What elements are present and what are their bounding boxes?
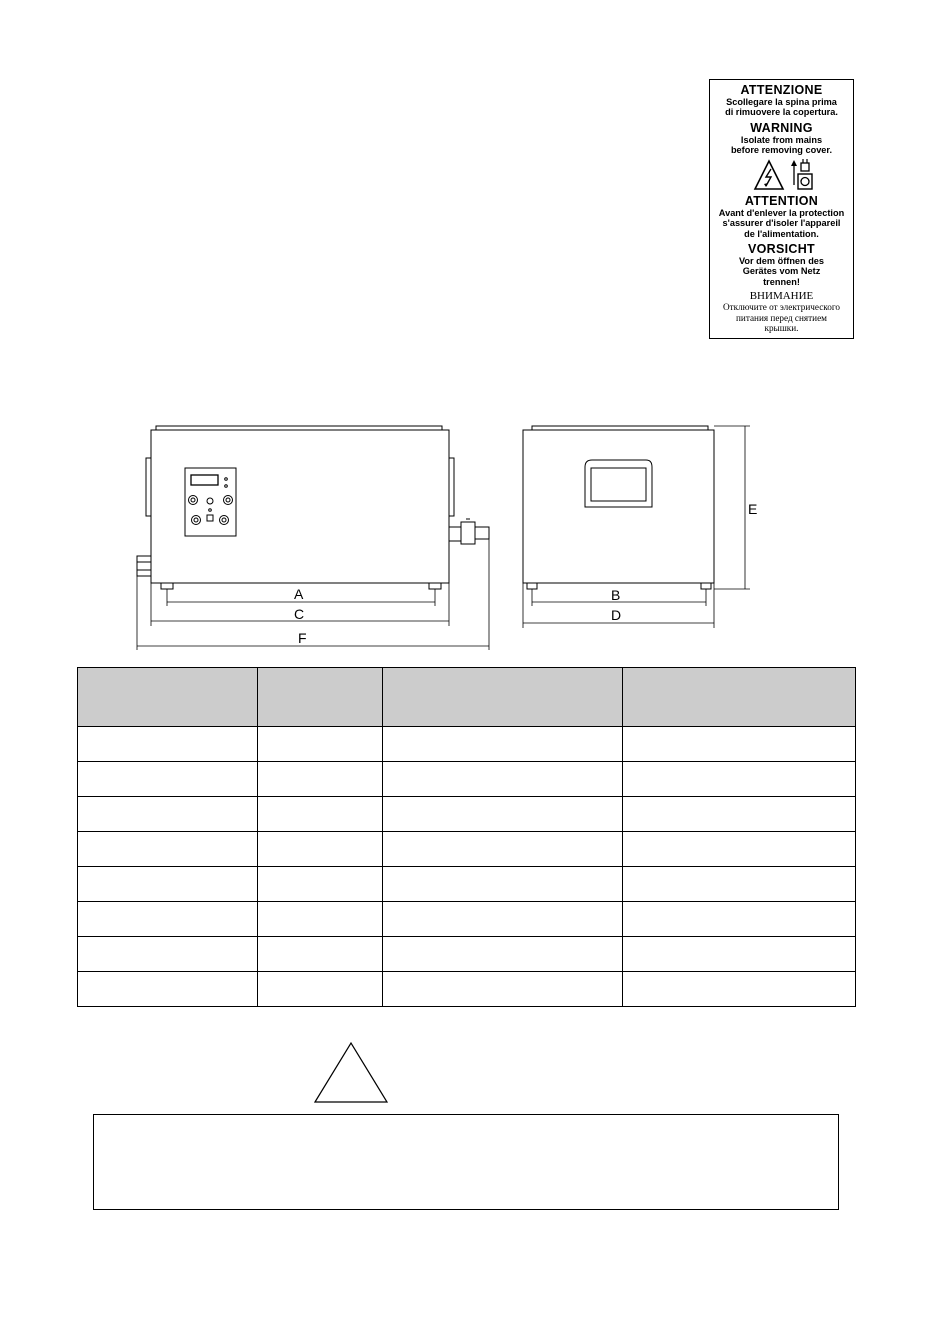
table-cell	[258, 902, 383, 937]
warning-triangle-icon	[312, 1040, 390, 1106]
table-cell	[78, 902, 258, 937]
table-header-cell	[623, 668, 856, 727]
table-row	[78, 727, 856, 762]
table-cell	[383, 762, 623, 797]
table-cell	[383, 797, 623, 832]
table-cell	[258, 762, 383, 797]
table-cell	[78, 832, 258, 867]
label-title-fr: ATTENTION	[744, 194, 819, 209]
label-text-fr-1: Avant d'enlever la protection	[718, 208, 845, 219]
label-text-it-2: di rimuovere la copertura.	[725, 107, 838, 118]
table-row	[78, 867, 856, 902]
dim-label-b: B	[611, 587, 621, 603]
table-row	[78, 762, 856, 797]
table-cell	[258, 727, 383, 762]
label-text-fr-2: s'assurer d'isoler l'appareil	[722, 218, 841, 229]
table-cell	[623, 727, 856, 762]
table-cell	[78, 972, 258, 1007]
label-text-en-1: Isolate from mains	[740, 134, 823, 145]
label-title-de: VORSICHT	[748, 242, 815, 257]
table-cell	[258, 832, 383, 867]
table-header-cell	[258, 668, 383, 727]
label-text-de-1: Vor dem öffnen des	[738, 256, 825, 267]
table-cell	[258, 937, 383, 972]
table-cell	[383, 902, 623, 937]
label-text-fr-3: de l'alimentation.	[744, 228, 819, 239]
dim-label-f: F	[298, 630, 307, 646]
table-cell	[258, 867, 383, 902]
label-text-de-2: Gerätes vom Netz	[742, 266, 821, 277]
table-header-row	[78, 668, 856, 727]
table-cell	[623, 867, 856, 902]
table-row	[78, 832, 856, 867]
table-cell	[383, 727, 623, 762]
table-row	[78, 902, 856, 937]
table-cell	[623, 972, 856, 1007]
table-header-cell	[383, 668, 623, 727]
dim-label-d: D	[611, 607, 622, 623]
table-cell	[383, 867, 623, 902]
table-cell	[78, 762, 258, 797]
table-row	[78, 797, 856, 832]
table-cell	[78, 937, 258, 972]
side-view	[523, 426, 714, 589]
label-title-en: WARNING	[750, 120, 813, 135]
table-cell	[78, 867, 258, 902]
table-header-cell	[78, 668, 258, 727]
label-text-de-3: trennen!	[763, 276, 800, 287]
dim-label-e: E	[748, 501, 758, 517]
table-cell	[623, 832, 856, 867]
table-cell	[623, 937, 856, 972]
label-text-ru-3: крышки.	[764, 322, 799, 333]
dimension-lines	[137, 426, 750, 650]
dim-label-a: A	[294, 586, 304, 602]
table-cell	[623, 902, 856, 937]
table-cell	[78, 797, 258, 832]
label-title-it: ATTENZIONE	[740, 83, 823, 97]
table-row	[78, 937, 856, 972]
table-cell	[623, 762, 856, 797]
table-cell	[383, 937, 623, 972]
specification-table	[77, 667, 856, 1007]
caution-note-box	[93, 1114, 839, 1210]
label-title-ru: ВНИМАНИЕ	[749, 289, 814, 302]
table-cell	[78, 727, 258, 762]
label-text-en-2: before removing cover.	[730, 144, 833, 155]
label-text-ru-2: питания перед снятием	[736, 312, 827, 323]
table-cell	[383, 972, 623, 1007]
table-cell	[258, 797, 383, 832]
control-panel	[185, 468, 236, 536]
dim-label-c: C	[294, 606, 305, 622]
table-cell	[258, 972, 383, 1007]
table-cell	[383, 832, 623, 867]
table-cell	[623, 797, 856, 832]
table-row	[78, 972, 856, 1007]
label-text-it-1: Scollegare la spina prima	[726, 97, 837, 107]
front-view	[137, 426, 489, 589]
label-text-ru-1: Отключите от электрического	[722, 302, 841, 313]
